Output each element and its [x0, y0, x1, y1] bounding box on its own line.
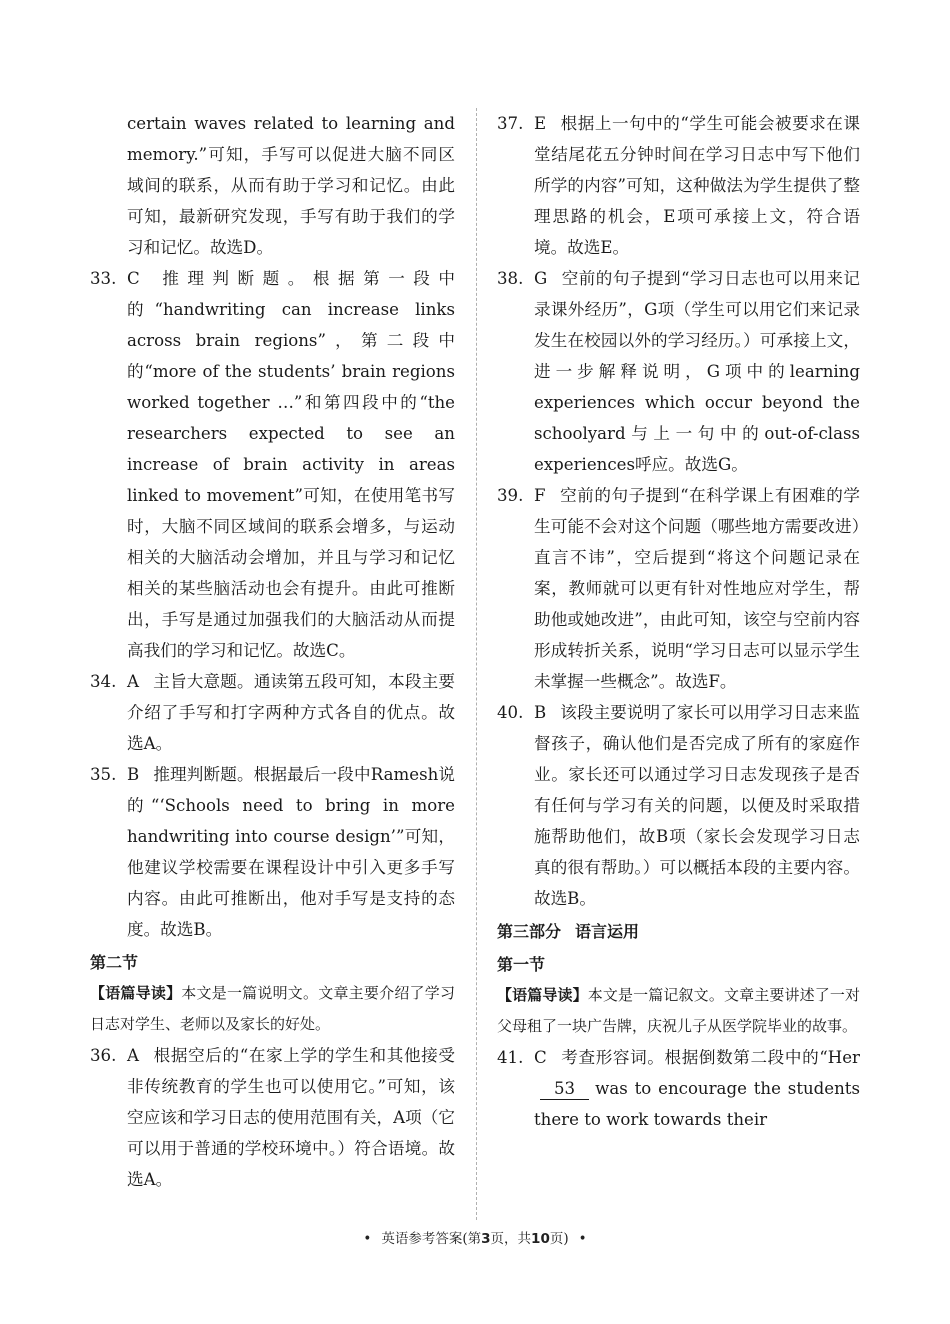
footer-total-pages: 10 — [531, 1231, 550, 1247]
item-number: 37. — [497, 114, 524, 133]
part-heading — [497, 916, 860, 947]
answer-item-34 — [90, 666, 455, 759]
answer-letter: B — [127, 765, 140, 784]
answer-item-37 — [497, 108, 860, 263]
answer-explanation: 推理判断题。根据最后一段中Ramesh说的“‘Schools need to bring in more handwriting into course design’”可知，他建议学校需要在课程设计中引入更多手写内容。由此可推断出，他对手写是支持的态度。故选B。 — [127, 765, 455, 939]
part-title: 语言运用 — [575, 922, 640, 941]
answer-letter: C — [534, 1048, 547, 1067]
answer-item-38 — [497, 263, 860, 480]
left-column — [90, 108, 455, 1195]
answer-explanation: 空前的句子提到“学习日志也可以用来记录课外经历”，G项（学生可以用它们来记录发生在校园以外的学习经历。）可承接上文，进一步解释说明，G项中的learning experiences which occur beyond the schoolyard与上一句中的out-of-class experiences呼应。故选G。 — [534, 269, 860, 474]
guide-tag: 【语篇导读】 — [497, 986, 588, 1004]
item-number: 33. — [90, 269, 117, 288]
footer-prefix: 英语参考答案(第 — [381, 1231, 482, 1247]
answer-letter: E — [534, 114, 547, 133]
item-number: 38. — [497, 269, 524, 288]
item-number: 35. — [90, 765, 117, 784]
guide-tag: 【语篇导读】 — [90, 984, 182, 1002]
answer-item-39 — [497, 480, 860, 697]
answer-item-40 — [497, 697, 860, 914]
answer-explanation: 该段主要说明了家长可以用学习日志来监督孩子，确认他们是否完成了所有的家庭作业。家长还可以通过学习日志发现孩子是否有任何与学习有关的问题，以便及时采取措施帮助他们，故B项（家长会发现学习日志真的很有帮助。）可以概括本段的主要内容。故选B。 — [534, 703, 860, 908]
answer-explanation: 根据上一句中的“学生可能会被要求在课堂结尾花五分钟时间在学习日志中写下他们所学的内容”可知，这种做法为学生提供了整理思路的机会，E项可承接上文，符合语境。故选E。 — [534, 114, 860, 257]
section-heading: 第一节 — [497, 955, 546, 974]
guide-text: 本文是一篇说明文。文章主要介绍了学习日志对学生、老师以及家长的好处。 — [90, 984, 455, 1033]
answer-item-36 — [90, 1040, 455, 1195]
item-number: 41. — [497, 1048, 524, 1067]
item-number: 36. — [90, 1046, 117, 1065]
answer-explanation: 推理判断题。根据第一段中的“handwriting can increase links across brain regions”，第二段中的“more of the students’ brain regions worked together …”和第四段中的“the researchers expected to see an increase of brain activity in areas linked to movement”可知，在使用笔书写时，大脑不同区域间的联系会增多，与运动相关的大脑活动会增加，并且与学习和记忆相关的某些脑活动也会有提升。由此可推断出，手写是通过加强我们的大脑活动从而提高我们的学习和记忆。故选C。 — [127, 269, 455, 660]
item-number: 40. — [497, 703, 524, 722]
blank-number: 53 — [540, 1079, 589, 1100]
right-column — [497, 108, 860, 1135]
item-number: 34. — [90, 672, 117, 691]
answer-letter: F — [534, 486, 546, 505]
answer-letter: A — [127, 1046, 139, 1065]
answer-letter: A — [127, 672, 139, 691]
answer-explanation: 根据空后的“在家上学的学生和其他接受非传统教育的学生也可以使用它。”可知，该空应该和学习日志的使用范围有关，A项（它可以用于普通的学校环境中。）符合语境。故选A。 — [127, 1046, 455, 1189]
answer-explanation: 主旨大意题。通读第五段可知，本段主要介绍了手写和打字两种方式各自的优点。故选A。 — [127, 672, 455, 753]
answer-item-33 — [90, 263, 455, 666]
guide-text: 本文是一篇记叙文。文章主要讲述了一对父母租了一块广告牌，庆祝儿子从医学院毕业的故事。 — [497, 986, 860, 1035]
footer-middle: 页，共 — [490, 1231, 532, 1247]
answer-explanation: 空前的句子提到“在科学课上有困难的学生可能不会对这个问题（哪些地方需要改进）直言不讳”，空后提到“将这个问题记录在案，教师就可以更有针对性地应对学生，帮助他或她改进”，由此可知，该空与空前内容形成转折关系，说明“学习日志可以显示学生未掌握一些概念”。故选F。 — [534, 486, 860, 691]
section-heading: 第二节 — [90, 953, 139, 972]
answer-letter: G — [534, 269, 548, 288]
continued-paragraph: certain waves related to learning and memory.”可知，手写可以促进大脑不同区域间的联系，从而有助于学习和记忆。由此可知，最新研究发现，手写有助于我们的学习和记忆。故选D。 — [127, 114, 455, 257]
answer-item-35 — [90, 759, 455, 945]
reading-guide — [90, 978, 455, 1040]
reading-guide — [497, 980, 860, 1042]
item-number: 39. — [497, 486, 524, 505]
answer-explanation: 考查形容词。根据倒数第二段中的“Her — [560, 1048, 860, 1067]
part-number: 第三部分 — [497, 922, 562, 941]
answer-item-41 — [497, 1042, 860, 1135]
page-footer — [0, 1227, 950, 1247]
bullet-icon: • — [578, 1231, 587, 1247]
bullet-icon: • — [363, 1231, 372, 1247]
footer-suffix: 页) — [549, 1231, 569, 1247]
answer-letter: B — [534, 703, 547, 722]
answer-explanation-continued: was to encourage the students there to work towards their — [534, 1079, 860, 1129]
column-divider — [476, 108, 477, 1220]
answer-letter: C — [127, 269, 140, 288]
footer-page-number: 3 — [481, 1231, 491, 1247]
